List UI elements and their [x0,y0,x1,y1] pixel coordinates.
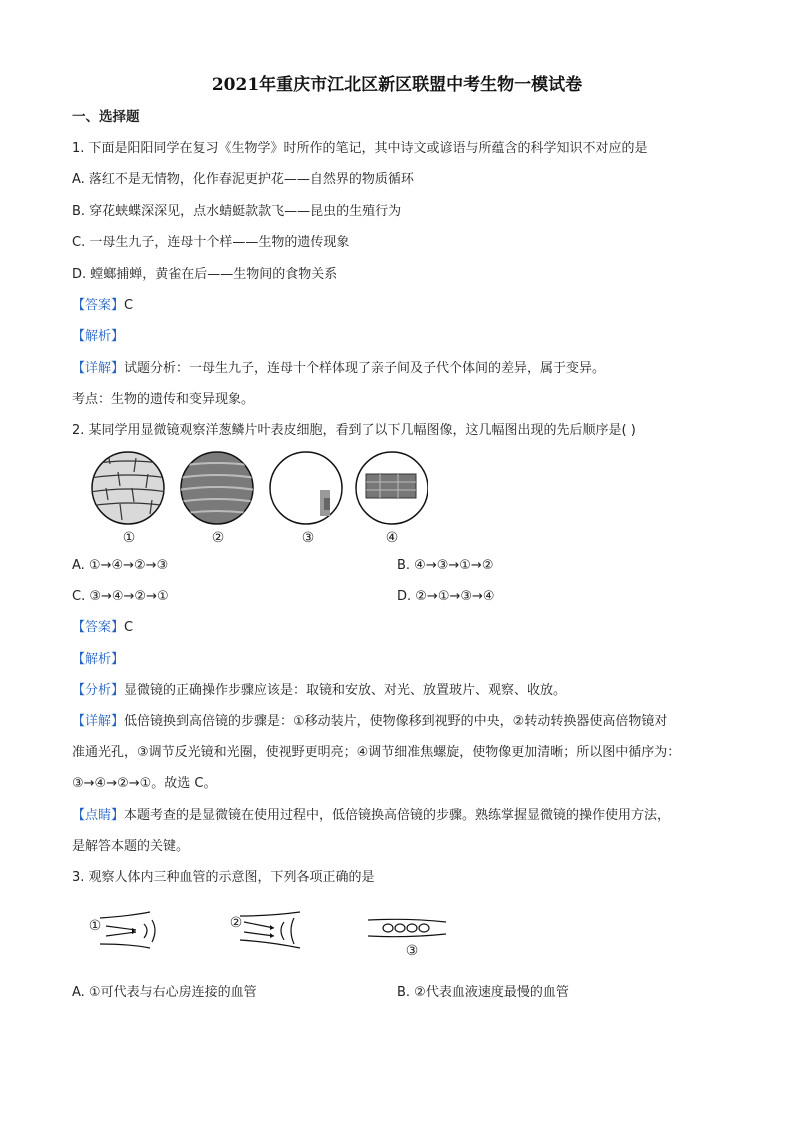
q2-dianjing-line-1 [72,807,670,825]
q1-kaodian: 考点：生物的遗传和变异现象。 [72,392,255,407]
q3-vessel-2 [240,910,310,950]
q2-dianjing-line-2: 是解答本题的关键。 [72,839,190,854]
answer-value: C [124,298,134,313]
q3-fig-label-1: ① [88,918,102,934]
detail-tag: 【详解】 [72,361,125,376]
q1-detail [72,360,605,378]
q3-vessel-3-capillary [368,916,448,940]
q1-option-a: A. 落红不是无情物，化作春泥更护花——自然界的物质循环 [72,172,414,187]
q2-detail-line-1 [72,713,667,731]
section-heading: 一、选择题 [72,109,140,125]
q2-fig-label-3: ③ [301,530,315,546]
q2-analysis-tag: 【解析】 [72,652,125,667]
detail-text: 试题分析：一母生九子，连母十个样体现了亲子间及子代个体间的差异，属于变异。 [124,361,606,376]
q2-option-d: D. ②→①→③→④ [397,589,495,604]
detail-text: 低倍镜换到高倍镜的步骤是：①移动装片，使物像移到视野的中央，②转动转换器使高倍物镜对 [124,714,668,729]
figure-2-cells [178,452,256,524]
q1-option-c: C. 一母生九子，连母十个样——生物的遗传现象 [72,235,350,250]
q2-detail-line-2: 准通光孔，③调节反光镜和光圈，使视野更明亮；④调节细准焦螺旋，使物像更加清晰；所以图中循序为： [72,745,681,760]
q2-option-a: A. ①→④→②→③ [72,558,169,573]
answer-value: C [124,620,134,635]
q2-answer [72,619,133,637]
q3-stem: 3. 观察人体内三种血管的示意图，下列各项正确的是 [72,870,375,885]
dianjing-text: 本题考查的是显微镜在使用过程中，低倍镜换高倍镜的步骤。熟练掌握显微镜的操作使用方法， [124,808,671,823]
q1-option-d: D. 螳螂捕蝉，黄雀在后——生物间的食物关系 [72,267,338,282]
q1-stem: 1. 下面是阳阳同学在复习《生物学》时所作的笔记，其中诗文或谚语与所蕴含的科学知识不对应的是 [72,141,648,156]
q2-fig-label-4: ④ [385,530,399,546]
q1-option-b: B. 穿花蛱蝶深深见，点水蜻蜓款款飞——昆虫的生殖行为 [72,204,402,219]
detail-tag: 【详解】 [72,714,125,729]
q1-analysis-tag: 【解析】 [72,329,125,344]
q2-fenxi [72,682,566,700]
q2-option-c: C. ③→④→②→① [72,589,169,604]
q2-microscope-figures [88,448,428,530]
q3-vessel-1 [100,910,162,950]
dianjing-tag: 【点睛】 [72,808,125,823]
q3-fig-label-3: ③ [405,943,419,959]
figure-4-field [356,452,428,524]
figure-1-cells [90,452,168,524]
q2-stem: 2. 某同学用显微镜观察洋葱鳞片叶表皮细胞，看到了以下几幅图像，这几幅图出现的先后顺序是( ) [72,423,636,438]
q1-answer [72,297,133,315]
answer-tag: 【答案】 [72,620,125,635]
q2-option-b: B. ④→③→①→② [397,558,494,573]
q3-fig-label-2: ② [229,915,243,931]
q2-fig-label-2: ② [211,530,225,546]
page-title: 2021年重庆市江北区新区联盟中考生物一模试卷 [211,75,583,95]
figure-3-field [270,452,342,524]
q2-fig-label-1: ① [122,530,136,546]
fenxi-tag: 【分析】 [72,683,125,698]
answer-tag: 【答案】 [72,298,125,313]
fenxi-text: 显微镜的正确操作步骤应该是：取镜和安放、对光、放置玻片、观察、收放。 [124,683,567,698]
q3-option-b: B. ②代表血液速度最慢的血管 [397,985,569,1000]
q3-option-a: A. ①可代表与右心房连接的血管 [72,985,257,1000]
q2-detail-line-3: ③→④→②→①。故选 C。 [72,776,217,791]
